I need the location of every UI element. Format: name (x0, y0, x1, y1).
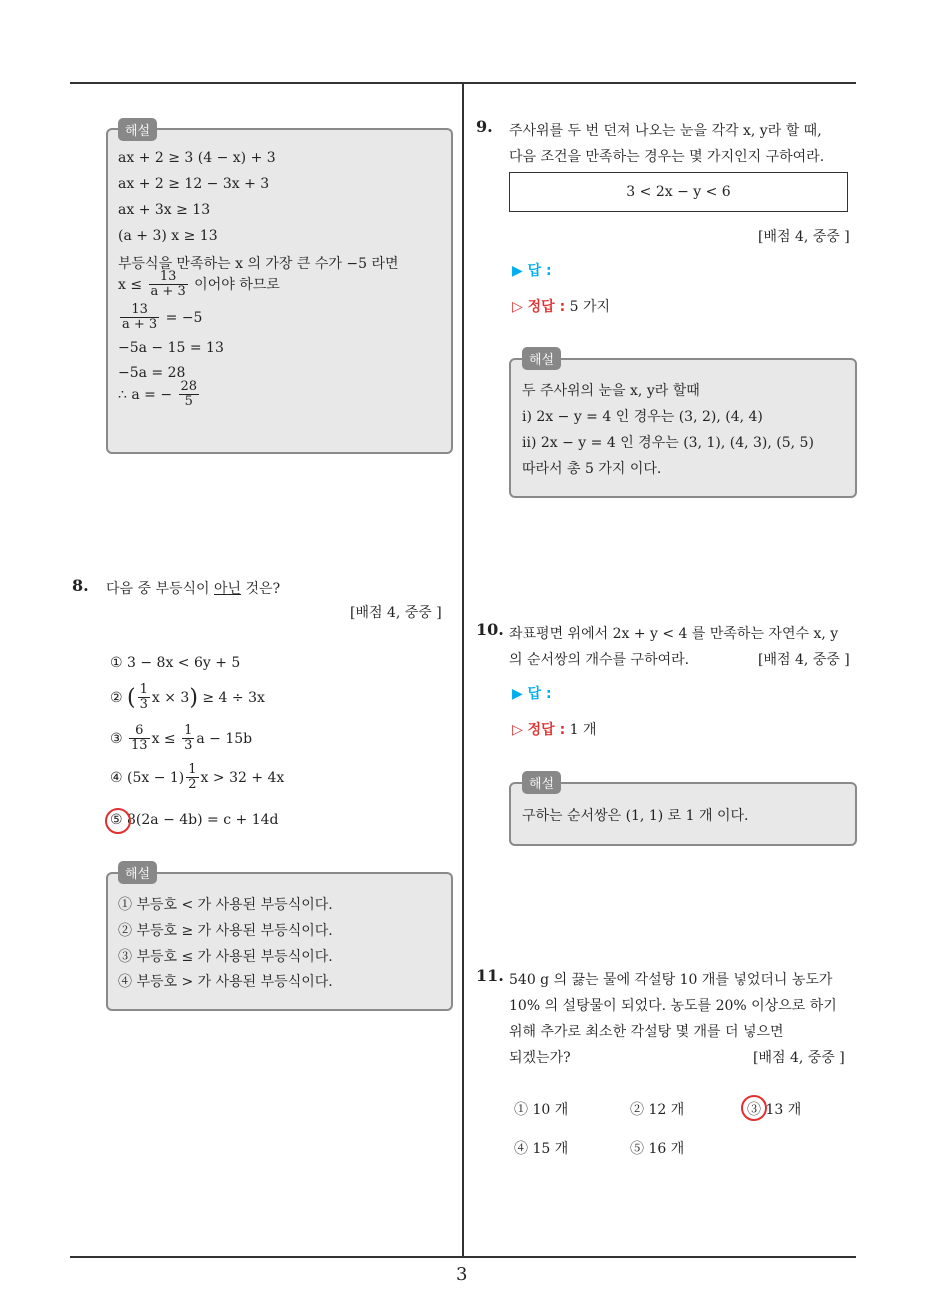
q11-question-line-4: 되겠는가? (509, 1050, 571, 1066)
q11-selected-answer-circle (741, 1095, 767, 1121)
q8-explanation-tag: 해설 (118, 861, 157, 884)
q9-number: 9. (476, 117, 493, 136)
q9-explain-3: ii) 2x − y = 4 인 경우는 (3, 1), (4, 3), (5, 5) (522, 435, 814, 451)
q7-line-10: ∴ a = − $\frac{28}{5}$ (118, 379, 198, 410)
q9-question-line-1: 주사위를 두 번 던져 나오는 눈을 각각 x, y라 할 때, (509, 123, 822, 139)
q8-explain-3: ③ 부등호 ≤ 가 사용된 부등식이다. (118, 949, 333, 965)
q9-score: [배점 4, 중중 ] (758, 229, 850, 245)
bottom-rule (70, 1256, 856, 1258)
q11-question-line-2: 10% 의 설탕물이 되었다. 농도를 20% 이상으로 하기 (509, 998, 837, 1014)
q9-correct-answer: ▷ 정답 : 5 가지 (512, 299, 611, 315)
q11-option-1[interactable]: ① 10 개 (514, 1102, 569, 1118)
q10-answer-field[interactable]: ▶ 답 : (512, 686, 552, 702)
q8-option-3[interactable]: ③ $\frac{6}{13}$ x ≤ $\frac{1}{3}$ a − 15b (110, 723, 253, 754)
column-divider (462, 83, 464, 1257)
q9-question-line-2: 다음 조건을 만족하는 경우는 몇 가지인지 구하여라. (509, 149, 825, 165)
q8-explain-4: ④ 부등호 > 가 사용된 부등식이다. (118, 974, 333, 990)
q11-option-3[interactable]: ③ 13 개 (747, 1102, 802, 1118)
q9-explain-4: 따라서 총 5 가지 이다. (522, 461, 662, 477)
q7-line-6-text: 이어야 하므로 (194, 276, 280, 293)
q11-option-5[interactable]: ⑤ 16 개 (630, 1141, 685, 1157)
page-number: 3 (456, 1264, 468, 1285)
q7-fraction-13-over-a3-b: $\frac{13}{a + 3}$ (122, 302, 158, 333)
q8-number: 8. (72, 576, 89, 595)
q7-x-le: x ≤ (118, 276, 143, 293)
q8-selected-answer-circle (105, 808, 131, 834)
q11-option-4[interactable]: ④ 15 개 (514, 1141, 569, 1157)
q8-explain-1: ① 부등호 < 가 사용된 부등식이다. (118, 897, 333, 913)
q9-explain-2: i) 2x − y = 4 인 경우는 (3, 2), (4, 4) (522, 409, 763, 425)
q7-fraction-28-over-5: $\frac{28}{5}$ (180, 379, 198, 410)
q11-question-line-3: 위해 추가로 최소한 각설탕 몇 개를 더 넣으면 (509, 1024, 784, 1040)
q11-number: 11. (476, 966, 504, 985)
q8-option-1[interactable]: ① 3 − 8x < 6y + 5 (110, 655, 241, 671)
q10-number: 10. (476, 620, 504, 639)
q10-score: [배점 4, 중중 ] (758, 652, 850, 668)
q7-fraction-13-over-a3: $\frac{13}{a + 3}$ (150, 269, 186, 300)
q7-line-7: $\frac{13}{a + 3}$ = −5 (122, 302, 203, 333)
q8-option-4[interactable]: ④ (5x − 1) $\frac{1}{2}$ x > 32 + 4x (110, 762, 285, 793)
q8-question: 다음 중 부등식이 아닌 것은? (106, 581, 281, 597)
q7-line-3: ax + 3x ≥ 13 (118, 202, 211, 218)
q9-explain-1: 두 주사위의 눈을 x, y라 할때 (522, 383, 700, 399)
q11-option-2[interactable]: ② 12 개 (630, 1102, 685, 1118)
q10-correct-answer: ▷ 정답 : 1 개 (512, 722, 597, 738)
q9-condition-box: 3 < 2x − y < 6 (509, 172, 848, 212)
q11-question-line-1: 540 g 의 끓는 물에 각설탕 10 개를 넣었더니 농도가 (509, 972, 833, 988)
q7-line-2: ax + 2 ≥ 12 − 3x + 3 (118, 176, 270, 192)
q10-question-line-1: 좌표평면 위에서 2x + y < 4 를 만족하는 자연수 x, y (509, 626, 839, 642)
q11-score: [배점 4, 중중 ] (753, 1050, 845, 1066)
q7-line-9: −5a = 28 (118, 365, 186, 381)
q7-line-4: (a + 3) x ≥ 13 (118, 228, 218, 244)
q8-score: [배점 4, 중중 ] (350, 605, 442, 621)
q10-explanation-tag: 해설 (522, 771, 561, 794)
q9-answer-field[interactable]: ▶ 답 : (512, 263, 552, 279)
q10-explain: 구하는 순서쌍은 (1, 1) 로 1 개 이다. (522, 808, 749, 824)
q8-option-5[interactable]: ⑤ 8(2a − 4b) = c + 14d (110, 812, 279, 828)
q9-explanation-tag: 해설 (522, 347, 561, 370)
q8-option-2[interactable]: ② ( $\frac{1}{3}$ x × 3) ≥ 4 ÷ 3x (110, 682, 265, 713)
q7-line-1: ax + 2 ≥ 3 (4 − x) + 3 (118, 150, 276, 166)
q7-line-6 (118, 270, 280, 300)
q7-line-8: −5a − 15 = 13 (118, 340, 224, 356)
q7-explanation-tag: 해설 (118, 118, 157, 141)
q7-line-5: 부등식을 만족하는 x 의 가장 큰 수가 −5 라면 (118, 256, 399, 272)
q10-question-line-2: 의 순서쌍의 개수를 구하여라. (509, 652, 690, 668)
q8-explain-2: ② 부등호 ≥ 가 사용된 부등식이다. (118, 923, 333, 939)
